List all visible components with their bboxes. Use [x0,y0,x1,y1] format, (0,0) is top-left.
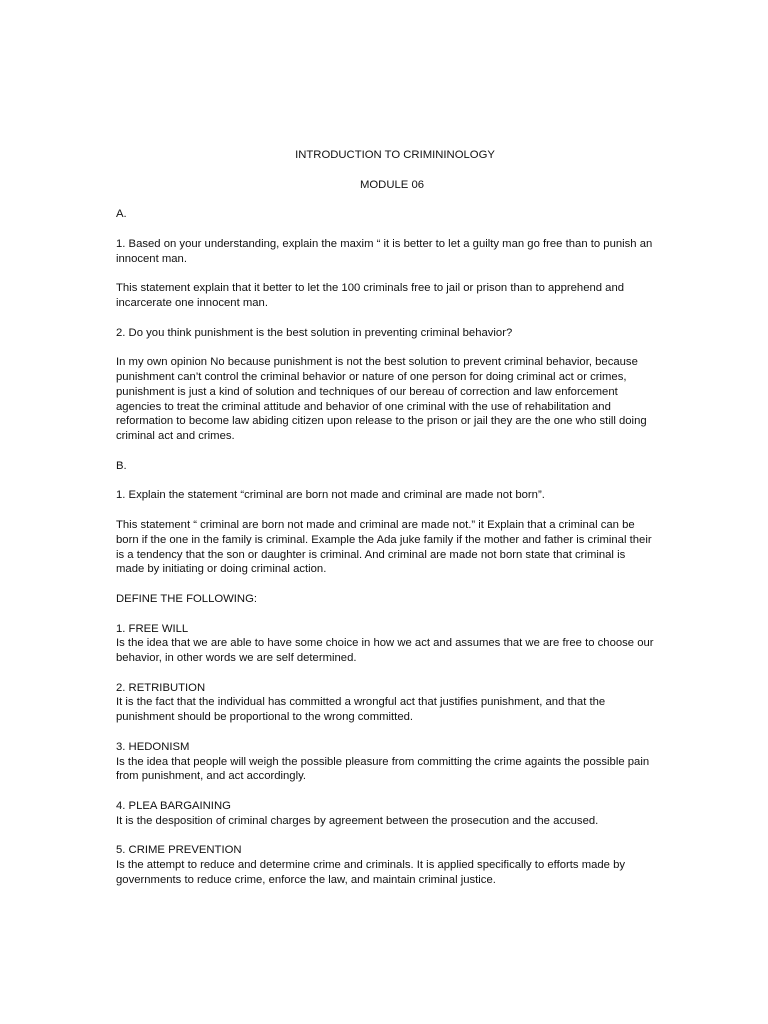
section-b-question-1: 1. Explain the statement “criminal are born not made and criminal are made not born”. [116,489,545,502]
document-page [116,148,656,888]
section-b-answer-1: This statement “ criminal are born not made and criminal are made not.” it Explain that a criminal can be born if the one in the family is criminal. Example the Ada juke family if the mother and father is criminal their is a tendency that the son or daughter is criminal. And criminal are made not born state that criminal is made by initiating or doing criminal action. [116,518,652,576]
section-a-question-2: 2. Do you think punishment is the best solution in preventing criminal behavior? [116,326,513,339]
definition-item [116,799,656,829]
definition-item [116,681,656,725]
definition-item [116,843,656,887]
definition-text: Is the idea that people will weigh the possible pleasure from committing the crime againts the possible pain from punishment, and act accordingly. [116,755,650,783]
definition-text: Is the idea that we are able to have some choice in how we act and assumes that we are free to choose our behavior, in other words we are self determined. [116,637,654,665]
definition-item [116,740,656,784]
definition-term: 1. FREE WILL [116,622,189,635]
definition-text: Is the attempt to reduce and determine crime and criminals. It is applied specifically to efforts made by governments to reduce crime, enforce the law, and maintain criminal justice. [116,859,626,887]
definition-item [116,622,656,666]
definition-text: It is the fact that the individual has committed a wrongful act that justifies punishment, and that the punishment should be proportional to the wrong committed. [116,696,606,724]
module-heading: MODULE 06 [359,178,425,191]
section-a-answer-1: This statement explain that it better to let the 100 criminals free to jail or prison than to apprehend and incarcerate one innocent man. [116,282,625,309]
definition-term: 5. CRIME PREVENTION [116,844,242,857]
document-title: INTRODUCTION TO CRIMININOLOGY [295,149,495,161]
definition-text: It is the desposition of criminal charges by agreement between the prosecution and the accused. [116,814,599,827]
definition-term: 2. RETRIBUTION [116,681,206,694]
section-a-letter: A. [116,208,127,221]
definition-term: 4. PLEA BARGAINING [116,800,231,813]
section-b-letter: B. [116,459,127,472]
define-heading: DEFINE THE FOLLOWING: [116,592,258,605]
section-a-answer-2: In my own opinion No because punishment is not the best solution to prevent criminal behavior, because punishment can’t control the criminal behavior or nature of one person for doing criminal act or crimes, punishment is just a kind of solution and techniques of our bereau of correction and law enforcement agencies to treat the criminal attitude and behavior of one criminal with the use of rehabilitation and reformation to become law abiding citizen upon release to the prison or jail they are the one who still doing criminal act and crimes. [116,356,647,443]
section-a-question-1: 1. Based on your understanding, explain the maxim “ it is better to let a guilty man go free than to punish an innocent man. [116,237,653,265]
definition-term: 3. HEDONISM [116,740,190,753]
